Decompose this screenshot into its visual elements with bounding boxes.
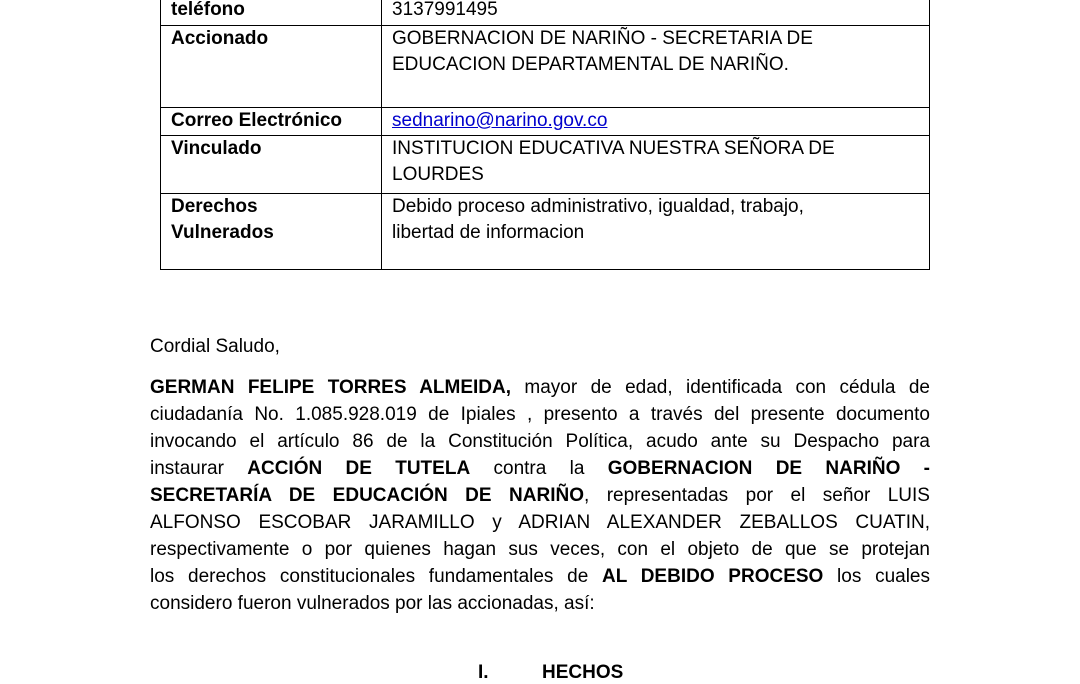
row-value	[382, 0, 930, 26]
value-line: libertad de informacion	[392, 222, 585, 243]
defendant-name: SECRETARÍA DE EDUCACIÓN DE NARIÑO	[150, 485, 584, 506]
text-run: instaurar	[150, 458, 248, 479]
section-title: HECHOS	[542, 662, 624, 683]
row-label: Accionado	[161, 26, 382, 108]
row-label: teléfono	[161, 0, 382, 26]
action-title: ACCIÓN DE TUTELA	[247, 458, 471, 479]
row-label: Vinculado	[161, 136, 382, 194]
row-value	[382, 194, 930, 270]
phone-number: 3137991495	[392, 0, 498, 20]
table-row	[161, 108, 930, 136]
defendant-name: GOBERNACION DE NARIÑO -	[607, 458, 931, 479]
email-link[interactable]: sednarino@narino.gov.co	[392, 110, 608, 131]
value-line: EDUCACION DEPARTAMENTAL DE NARIÑO.	[392, 54, 789, 75]
paragraph-line: ALFONSO ESCOBAR JARAMILLO y ADRIAN ALEXANDER ZEBALLOS CUATIN,	[150, 512, 930, 533]
section-heading	[478, 662, 623, 684]
value-line: LOURDES	[392, 164, 484, 185]
row-label: Correo Electrónico	[161, 108, 382, 136]
row-label	[161, 194, 382, 270]
body-paragraph	[150, 374, 930, 617]
paragraph-line: considero fueron vulnerados por las accionadas, así:	[150, 593, 595, 614]
paragraph-line: invocando el artículo 86 de la Constitución Política, acudo ante su Despacho para	[150, 431, 930, 452]
table-row	[161, 0, 930, 26]
paragraph-line	[150, 455, 930, 482]
text-run: contra la	[470, 458, 608, 479]
value-line: INSTITUCION EDUCATIVA NUESTRA SEÑORA DE	[392, 138, 835, 159]
right-name: AL DEBIDO PROCESO	[602, 566, 824, 587]
section-number: I.	[478, 662, 489, 683]
label-line: Vulnerados	[171, 222, 274, 243]
row-value	[382, 26, 930, 108]
paragraph-line	[150, 482, 930, 509]
table-row	[161, 136, 930, 194]
paragraph-line: ciudadanía No. 1.085.928.019 de Ipiales , presento a través del presente documento	[150, 404, 930, 425]
value-line: Debido proceso administrativo, igualdad, trabajo,	[392, 196, 804, 217]
petitioner-name: GERMAN FELIPE TORRES ALMEIDA,	[150, 377, 512, 398]
text-run: los derechos constitucionales fundamentales de	[150, 566, 602, 587]
label-line: Derechos	[171, 196, 258, 217]
value-line: GOBERNACION DE NARIÑO - SECRETARIA DE	[392, 28, 813, 49]
paragraph-line	[150, 374, 930, 401]
case-info-table	[160, 0, 930, 270]
table-row	[161, 194, 930, 270]
paragraph-line	[150, 563, 930, 590]
text-run: mayor de edad, identificada con cédula de	[511, 377, 930, 398]
text-run: , representadas por el señor LUIS	[583, 485, 930, 506]
table-row	[161, 26, 930, 108]
greeting: Cordial Saludo,	[150, 336, 280, 357]
text-run: los cuales	[823, 566, 930, 587]
row-value	[382, 136, 930, 194]
row-value	[382, 108, 930, 136]
paragraph-line: respectivamente o por quienes hagan sus veces, con el objeto de que se protejan	[150, 539, 930, 560]
